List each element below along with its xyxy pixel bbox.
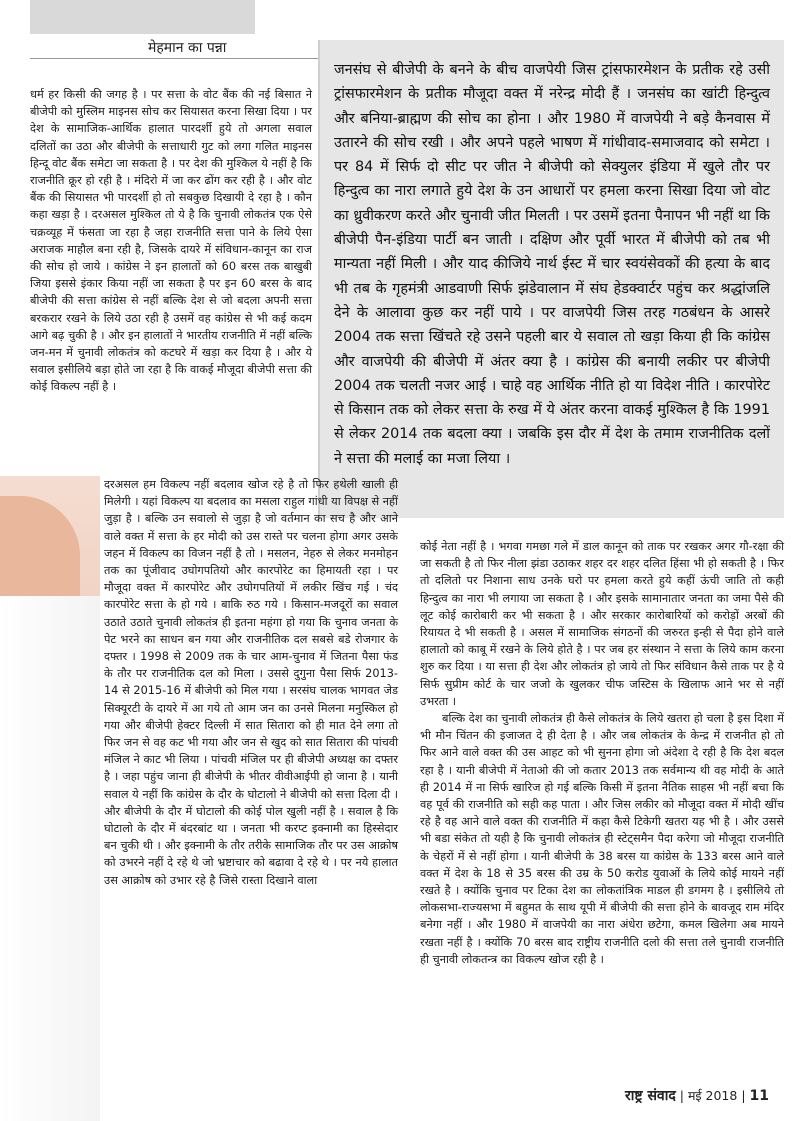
column-1-text: धर्म हर किसी की जगह है । पर सत्ता के वोट बैंक की नई बिसात ने बीजेपी को मुस्लिम माइनस सोच कर सियासत करना सिखा दिया । पर देश के सामाजिक-आर्थिक हालात पारदर्शी हुये तो अगला सवाल दलितों का उठा और बीजेपी के सत्ताधारी गुट को लगा गलित माइनस हिन्दू वोट बैंक समेटा जा सकता है । पर देश की मुश्किल ये नहीं है कि राजनीति क्रूर हो रही है । मंदिरो में जा कर ढोंग कर रही है । और वोट बैंक की सियासत भी पारदर्शी हो तो सबकुछ दिखायी दे रहा है । कौन कहा खड़ा है । दरअसल मुश्किल तो ये है कि चुनावी लोकतंत्र एक ऐसे चक्रव्यूह में फंसता जा रहा है जहा राजनीति सत्ता पाने के लिये ऐसा अराजक माहौल बना रही है, जिसके दायरे में संविधान-कानून का राज की सोच हो जाये । कांग्रेस ने इन हालातों को 60 बरस तक बाखुबी जिया इससे इंकार किया नहीं जा सकता है पर इन 60 बरस के बाद बीजेपी की सत्ता कांग्रेस से नहीं बल्कि देश से जो बदला अपनी सत्ता बरकरार रखने के लिये उठा रही है उसमें वह कांग्रेस से भी कई कदम आगे बढ़ चुकी है । और इन हालातों ने भारतीय राजनीति में नहीं बल्कि जन-मन में चुनावी लोकतंत्र को कटघरे में खड़ा कर दिया है । और ये सवाल इसीलिये बड़ा होते जा रहा है कि वाकई मौजूदा बीजेपी सत्ता की कोई विकल्प नहीं है ।: [30, 88, 312, 394]
portrait-shirt: [0, 596, 100, 1121]
issue-date: मई 2018: [687, 1088, 738, 1103]
pull-quote-box: [318, 40, 784, 518]
column-3-paragraph-1: कोई नेता नहीं है । भगवा गमछा गले में डाल कानून को ताक पर रखकर अगर गौ-रक्षा की जा सकती है तो फिर नीला झंडा उठाकर शहर दर शहर दलित हिंसा भी हो सकती है । फिर तो दलितो पर निशाना साध उनके घरो पर हमला करते हुये कहीं ऊंची जाति तो कही हिन्दुत्व का नारा भी लगाया जा सकता है । और इसके सामानातार जनता का जमा पैसे की लूट कोई कारोबारी कर भी सकता है । और सरकार कारोबारियों को करोड़ों अरबों की रियायत दे भी सकती है । असल में सामाजिक संगठनों की जरुरत इन्ही से पैदा होने वाले हालातो को काबू में रखने के लिये होते है । पर जब हर संस्थान ने सत्ता के लिये काम करना शुरु कर दिया । या सत्ता ही देश और लोकतंत्र हो जाये तो फिर संविधान कैसे ताक पर है ये सिर्फ सुप्रीम कोर्ट के चार जजो के खुलकर चीफ जस्टिस के खिलाफ आने भर से नहीं उभरता ।: [420, 540, 784, 708]
article-column-2: [104, 476, 398, 889]
column-2-text: दरअसल हम विकल्प नहीं बदलाव खोज रहे है तो फिर हथेली खाली ही मिलेगी । यहां विकल्प या बदलाव का मसला राहुल गांधी या विपक्ष से नहीं जुड़ा है । बल्कि उन सवालो से जुड़ा है जो वर्तमान का सच है और आने वाले वक्त में सत्ता के हर मोदी को उस रास्ते पर चलना होगा अगर उसके जहन में विकल्प का विजन नहीं है तो । मसलन, नेहरु से लेकर मनमोहन तक का पूंजीवाद उघोगपतियो और कारपोरेट का हिमायती रहा । पर मौजूदा वक्त में कारपोरेट और उघोगपतियों में लकीर खिंच गई । चंद कारपोरेट सत्ता के हो गये । बाकि रुठ गये । किसान-मजदूरों का सवाल उठाते उठाते चुनावी लोकतंत्र ही इतना महंगा हो गया कि चुनाव जनता के पेट भरने का साधन बन गया और राजनीतिक दल सबसे बडे रोजगार के दफ्तर । 1998 से 2009 तक के चार आम-चुनाव में जितना पैसा फंड के तौर पर राजनीतिक दल को मिला । उससे दुगुना पैसा सिर्फ 2013-14 से 2015-16 में बीजेपी को मिल गया । सरसंघ चालक भागवत जेड सिक्यूरटी के दायरे में आ गये तो आम जन का उनसे मिलना मनुस्किल हो गया और बीजेपी हेक्टर दिल्ली में सात सितारा को ही मात देने लगा तो फिर जन से वह कट भी गया और जन से खुद को सात सितारा की पांचवी मंजिल ने काट भी लिया । पांचवी मंजिल पर ही बीजेपी अध्यक्ष का दफ्तर है । जहा पहुंच जाना ही बीजेपी के भीतर वीवीआईपी हो जाना है । यानी सवाल ये नहीं कि कांग्रेस के दौर के घोटालो ने बीजेपी को सत्ता दिला दी । और बीजेपी के दौर में घोटालो की कोई पोल खुली नहीं है । सवाल है कि घोटालो के दौर में बंदरबांट था । जनता भी करप्ट इक्नामी का हिस्सेदार बन चुकी थी । और इक्नामी के तौर तरीके सामाजिक तौर पर उस आक्रोष को उभरने नहीं दे रहे थे जो भ्रष्टाचार को बढावा दे रहे थे । पर नये हालात उस आक्रोष को उभार रहे है जिसे रास्ता दिखाने वाला: [104, 478, 398, 887]
magazine-name: राष्ट्र संवाद: [625, 1088, 676, 1104]
pull-quote-text: जनसंघ से बीजेपी के बनने के बीच वाजपेयी जिस ट्रांसफारमेशन के प्रतीक रहे उसी ट्रांसफारमेशन के प्रतीक मौजूदा वक्त में नरेन्द्र मोदी हैं । जनसंघ का खांटी हिन्दुत्व और बनिया-ब्राह्मण की सोच का होना । और 1980 में वाजपेयी ने बड़े कैनवास में उतारने की सोच रखी । और अपने पहले भाषण में गांधीवाद-समाजवाद को समेटा । पर 84 में सिर्फ दो सीट पर जीत ने बीजेपी को सेक्युलर इंडिया में खुले तौर पर हिन्दुत्व का नारा लगाते हुये देश के उन आधारों पर हमला करना सिखा दिया जो वोट का ध्रुवीकरण करते और चुनावी जीत मिलती । पर उसमें इतना पैनापन भी नहीं था कि बीजेपी पैन-इंडिया पार्टी बन जाती । दक्षिण और पूर्वी भारत में बीजेपी को तब भी मान्यता नहीं मिली । और याद कीजिये नार्थ ईस्ट में चार स्वयंसेवकों की हत्या के बाद भी तब के गृहमंत्री आडवाणी सिर्फ झंडेवालान में संघ हेडक्वार्टर पहुंच कर श्रद्धांजलि देने के आलावा कुछ कर नहीं पाये । पर वाजपेयी जिस तरह गठबंधन के आसरे 2004 तक सत्ता खिंचते रहे उसने पहली बार ये सवाल तो खड़ा किया ही कि कांग्रेस और वाजपेयी की बीजेपी में अंतर क्या है । कांग्रेस की बनायी लकीर पर बीजेपी 2004 तक चलती नजर आई । चाहे वह आर्थिक नीति हो या विदेश नीति । कारपोरेट से किसान तक को लेकर सत्ता के रुख में ये अंतर करना वाकई मुश्किल है कि 1991 से लेकर 2014 तक बदला क्या । जबकि इस दौर में देश के तमाम राजनीतिक दलों ने सत्ता की मलाई का मजा लिया ।: [334, 62, 770, 467]
footer-separator: |: [679, 1088, 688, 1103]
section-title: मेहमान का पन्ना: [148, 40, 227, 56]
header-strip: [30, 0, 255, 34]
column-3-paragraph-2: बल्कि देश का चुनावी लोकतंत्र ही कैसे लोकतंत्र के लिये खतरा हो चला है इस दिशा में भी मौन चिंतन की इजाजत दे ही देता है । और जब लोकतंत्र के केन्द्र में राजनीत हो तो फिर आने वाले वक्त की उस आहट को भी सुनना होगा जो अंदेशा दे रही है कि देश बदल रहा है । यानी बीजेपी में नेताओ की जो कतार 2013 तक सर्वमान्य थी वह मोदी के आते ही 2014 में ना सिर्फ खारिज हो गई बल्कि किसी में इतना नैतिक साहस भी नहीं बचा कि वह पूर्व की राजनीति को सही कह पाता । और जिस लकीर को मौजूदा वक्त में मोदी खींच रहे है वह आने वाले वक्त की राजनीति में कहा कैसे टिकेगी खतरा यह भी है । और उससे भी बडा संकेत तो यही है कि चुनावी लोकतंत्र ही स्टेट्समैन पैदा करेगा जो मौजूदा राजनीति के चेहरों में से नहीं होगा । यानी बीजेपी के 38 बरस या कांग्रेस के 133 बरस आने वाले वक्त में देश के 18 से 35 बरस की उम्र के 50 करोड युवाओं के लिये कोई मायने नहीं रखते है । क्योंकि चुनाव पर टिका देश का लोकतांत्रिक माडल ही डगमग है । इसीलिये तो लोकसभा-राज्यसभा में बहुमत के साथ यूपी में बीजेपी की सत्ता होने के बावजूद राम मंदिर बनेगा नहीं । और 1980 में वाजपेयी का नारा अंधेरा छटेगा, कमल खिलेगा अब मायने रखता नहीं है । क्योंकि 70 बरस बाद राष्ट्रीय राजनीति दलो की सत्ता तले चुनावी राजनीति ही चुनावी लोकतन्त्र का विकल्प खोज रही है ।: [420, 712, 784, 966]
portrait-photo: [0, 476, 100, 1121]
footer-separator: |: [741, 1088, 750, 1103]
article-column-3: [420, 538, 784, 968]
article-column-1: [30, 86, 312, 396]
header-divider: [30, 58, 320, 59]
page-number: 11: [749, 1088, 769, 1104]
page-footer: [625, 1086, 769, 1105]
